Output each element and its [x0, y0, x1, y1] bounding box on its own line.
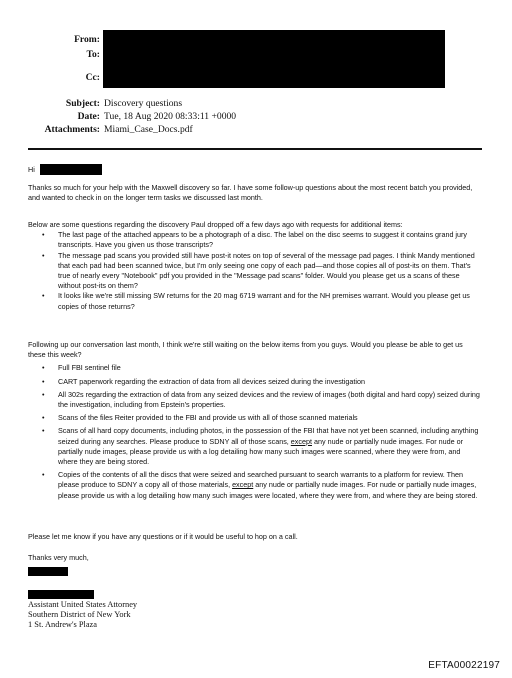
list-item: • Scans of the files Reiter provided to the FBI and provide us with all of those scanned materials — [42, 413, 358, 423]
to-row — [0, 49, 100, 61]
bullet-icon: • — [42, 250, 45, 260]
paragraph-closing-request — [28, 532, 480, 542]
redaction-recipients — [103, 30, 445, 88]
bullet-icon: • — [42, 470, 45, 480]
paragraph-2: Below are some questions regarding the discovery Paul dropped off a few days ago with requests for additional items: — [28, 220, 403, 229]
bullet-icon: • — [42, 291, 45, 301]
paragraph-1: Thanks so much for your help with the Maxwell discovery so far. I have some follow-up questions about the most recent batch you provided, and wanted to check in on the longer term tasks we discussed last month. — [28, 183, 473, 203]
bullet-icon: • — [42, 413, 45, 423]
document-id: EFTA00022197 — [428, 660, 500, 671]
from-label: From: — [74, 34, 100, 45]
list-item: • CART paperwork regarding the extraction of data from all devices seized during the investigation — [42, 376, 365, 386]
date-row — [0, 111, 100, 123]
paragraph-intro — [28, 183, 480, 203]
attachments-label: Attachments: — [44, 124, 100, 135]
cc-label: Cc: — [85, 72, 100, 83]
bullet-icon: • — [42, 426, 45, 436]
list-item: • The message pad scans you provided still have post-it notes on top of several of the message pad pages. I think Mandy mentioned that each pad had been scanned twice, but I'm only seeing one copy of each pad—and those copies all of post-its on them. That's true of nearly every "Notebook" pdf you provided in the "Message pad scans" folder. Would you please get us a scans of these without post-its on them? — [42, 250, 475, 291]
closing-line — [28, 553, 480, 563]
redaction-name — [40, 164, 102, 175]
attachment-link[interactable]: Miami_Case_Docs.pdf — [104, 124, 193, 135]
subject-label: Subject: — [65, 98, 100, 109]
signature-title: Assistant United States Attorney — [28, 600, 138, 609]
subject-row — [0, 98, 100, 110]
list-item: • All 302s regarding the extraction of data from any seized devices and the review of images (both digital and hard copy) seized during the investigation, including from Epstein's properties. — [42, 389, 480, 410]
list-item: • Scans of all hard copy documents, including photos, in the possession of the FBI that have not yet been scanned, including anything seized during any searches. Please produce to SDNY all of those scans, except any nude or partially nude images. For nude or partially nude images, please provide us with a log detailing how many such images were scanned, where they were from, and where they are being stored. — [42, 426, 479, 467]
bullet-icon: • — [42, 389, 45, 399]
bullet-icon: • — [42, 376, 45, 386]
attachments-row — [0, 124, 100, 136]
signature-office: Southern District of New York — [28, 610, 131, 619]
closing: Thanks very much, — [28, 553, 89, 562]
section-outstanding-items — [28, 340, 480, 501]
list-item: • Copies of the contents of all the discs that were seized and searched pursuant to search warrants to a platform for review. Then please produce to SDNY a copy all of those materials, except any nude or partially nude images. For nude or partially nude images, please provide us with a log detailing how many such images were located, where they were from, and where they are being stored. — [42, 470, 478, 500]
subject-value: Discovery questions — [104, 98, 183, 109]
paragraph-4: Please let me know if you have any questions or if it would be useful to hop on a call. — [28, 532, 298, 541]
outstanding-list — [28, 363, 480, 500]
question-list — [28, 230, 480, 312]
header-divider — [28, 148, 482, 150]
bullet-icon: • — [42, 363, 45, 373]
date-label: Date: — [77, 111, 100, 122]
from-row — [0, 34, 100, 46]
list-item: • The last page of the attached appears to be a photograph of a disc. The label on the disc seems to suggest it contains grand jury transcripts. Have you given us those transcripts? — [42, 230, 468, 250]
bullet-icon: • — [42, 230, 45, 240]
list-item: • Full FBI sentinel file — [42, 363, 121, 373]
date-value: Tue, 18 Aug 2020 08:33:11 +0000 — [104, 111, 237, 122]
signature-address: 1 St. Andrew's Plaza — [28, 620, 97, 629]
redaction-signature-name — [28, 567, 68, 576]
to-label: To: — [86, 49, 100, 60]
paragraph-3: Following up our conversation last month, I think we're still waiting on the below items from you guys. Would you please be able to get us these this week? — [28, 340, 463, 360]
greeting: Hi — [28, 165, 35, 174]
list-item: • It looks like we're still missing SW returns for the 20 mag 6719 warrant and for the NH premises warrant. Would you please get us copies of those returns? — [42, 291, 470, 311]
redaction-signature-fullname — [28, 590, 94, 599]
section-discovery-questions — [28, 220, 480, 312]
cc-row — [0, 72, 100, 84]
except-underlined: except — [290, 436, 312, 446]
except-underlined: except — [232, 480, 254, 490]
